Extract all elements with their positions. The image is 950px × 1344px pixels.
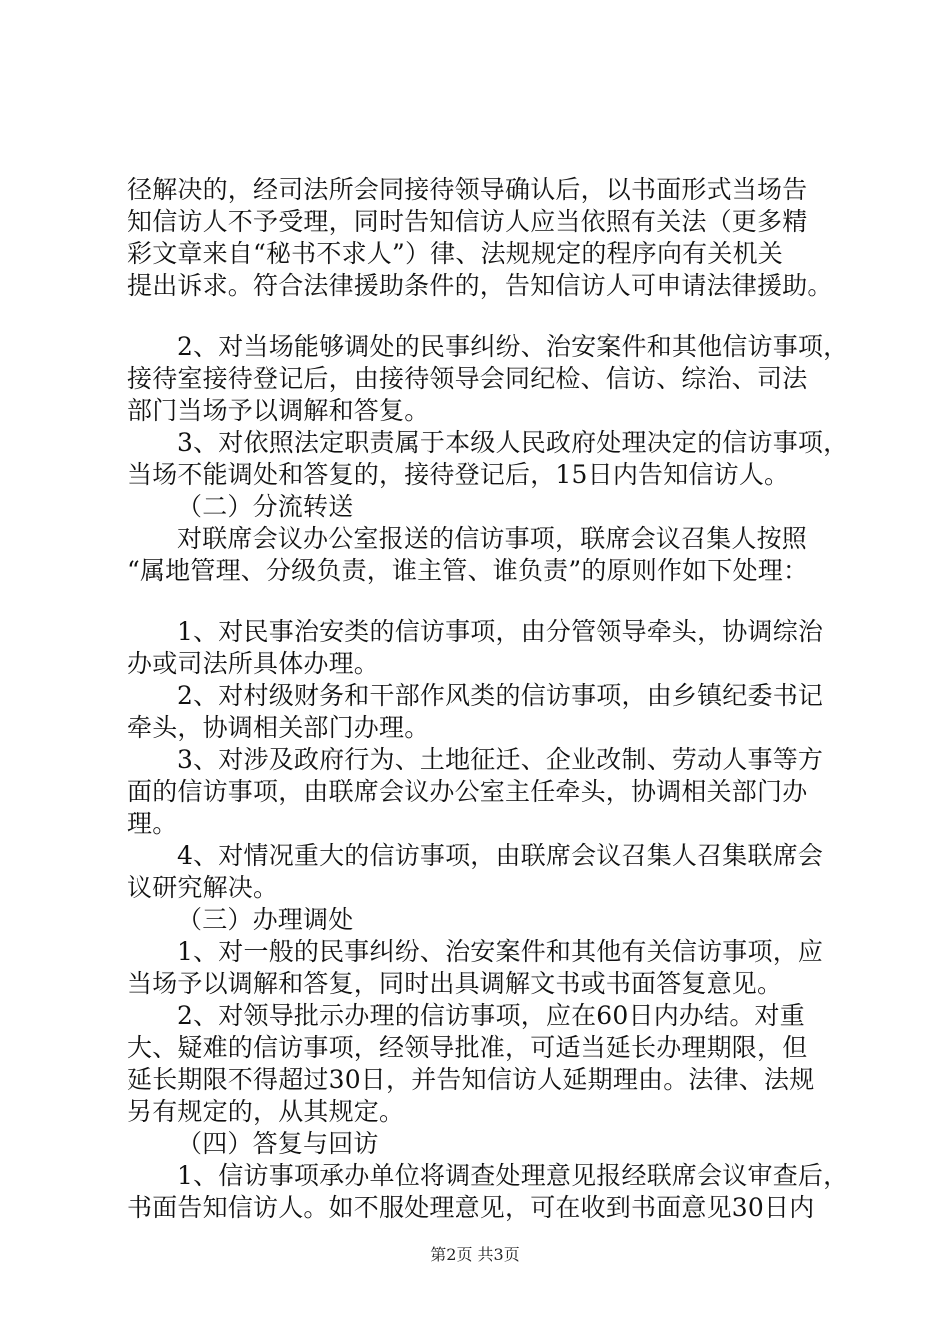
text-line-2: 知信访人不予受理，同时告知信访人应当依照有关法（更多精 bbox=[127, 207, 808, 236]
text-line-28: 另有规定的，从其规定。 bbox=[127, 1097, 405, 1126]
text-line-24: 当场予以调解和答复，同时出具调解文书或书面答复意见。 bbox=[127, 969, 783, 998]
text-line-31: 书面告知信访人。如不服处理意见，可在收到书面意见30日内 bbox=[127, 1193, 815, 1222]
text-line-21: 议研究解决。 bbox=[127, 873, 279, 902]
text-line-12: “属地管理、分级负责，谁主管、谁负责”的原则作如下处理： bbox=[127, 556, 809, 585]
text-line-7: 部门当场予以调解和答复。 bbox=[127, 396, 430, 425]
section-heading-3: （三）办理调处 bbox=[177, 905, 354, 934]
section-heading-4: （四）答复与回访 bbox=[177, 1129, 379, 1158]
text-line-23: 1、对一般的民事纠纷、治安案件和其他有关信访事项，应 bbox=[177, 937, 824, 966]
text-line-16: 牵头，协调相关部门办理。 bbox=[127, 713, 430, 742]
text-line-6: 接待室接待登记后，由接待领导会同纪检、信访、综治、司法 bbox=[127, 364, 808, 393]
text-line-14: 办或司法所具体办理。 bbox=[127, 649, 380, 678]
text-line-13: 1、对民事治安类的信访事项，由分管领导牵头，协调综治 bbox=[177, 617, 824, 646]
text-line-26: 大、疑难的信访事项，经领导批准，可适当延长办理期限，但 bbox=[127, 1033, 808, 1062]
text-line-20: 4、对情况重大的信访事项，由联席会议召集人召集联席会 bbox=[177, 841, 824, 870]
page-footer: 第2页 共3页 bbox=[430, 1245, 520, 1264]
text-line-18: 面的信访事项，由联席会议办公室主任牵头，协调相关部门办 bbox=[127, 777, 808, 806]
text-line-5: 2、对当场能够调处的民事纠纷、治安案件和其他信访事项， bbox=[177, 332, 849, 361]
text-line-30: 1、信访事项承办单位将调查处理意见报经联席会议审查后， bbox=[177, 1161, 849, 1190]
text-line-27: 延长期限不得超过30日，并告知信访人延期理由。法律、法规 bbox=[127, 1065, 815, 1094]
text-line-17: 3、对涉及政府行为、土地征迁、企业改制、劳动人事等方 bbox=[177, 745, 824, 774]
text-line-19: 理。 bbox=[127, 809, 178, 838]
text-line-25: 2、对领导批示办理的信访事项，应在60日内办结。对重 bbox=[177, 1001, 805, 1030]
text-line-11: 对联席会议办公室报送的信访事项，联席会议召集人按照 bbox=[177, 524, 808, 553]
section-heading-2: （二）分流转送 bbox=[177, 492, 354, 521]
text-line-9: 当场不能调处和答复的，接待登记后，15日内告知信访人。 bbox=[127, 460, 790, 489]
text-line-1: 径解决的，经司法所会同接待领导确认后，以书面形式当场告 bbox=[127, 175, 808, 204]
text-line-15: 2、对村级财务和干部作风类的信访事项，由乡镇纪委书记 bbox=[177, 681, 824, 710]
text-line-8: 3、对依照法定职责属于本级人民政府处理决定的信访事项， bbox=[177, 428, 849, 457]
text-line-3: 彩文章来自“秘书不求人”）律、法规规定的程序向有关机关 bbox=[127, 239, 783, 268]
text-line-4: 提出诉求。符合法律援助条件的，告知信访人可申请法律援助。 bbox=[127, 271, 833, 300]
